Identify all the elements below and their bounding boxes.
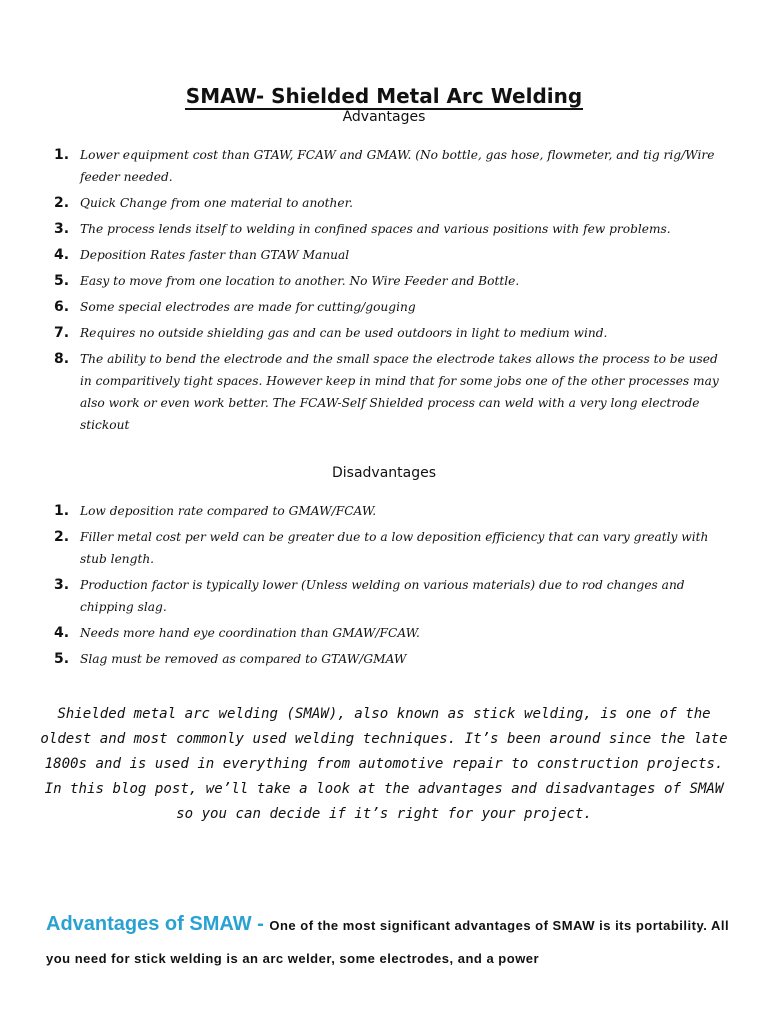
list-text: Filler metal cost per weld can be greater due to a low deposition efficiency that can vary greatly with stub length. — [80, 530, 709, 566]
list-item — [50, 574, 720, 618]
list-item — [50, 622, 720, 644]
list-text: Some special electrodes are made for cutting/gouging — [80, 300, 416, 314]
list-item — [50, 296, 720, 318]
list-number: 5. — [54, 273, 70, 289]
list-item — [50, 526, 720, 570]
list-text: The process lends itself to welding in confined spaces and various positions with few problems. — [80, 222, 671, 236]
list-number: 6. — [54, 299, 70, 315]
list-number: 1. — [54, 147, 70, 163]
advantages-of-smaw-text: One of the most significant advantages of SMAW is its portability. All you need for stick welding is an arc welder, some electrodes, and a power — [46, 918, 730, 966]
list-number: 8. — [54, 351, 70, 367]
list-number: 2. — [54, 195, 70, 211]
document-title — [0, 84, 768, 108]
list-number: 4. — [54, 247, 70, 263]
advantages-of-smaw-heading: Advantages of SMAW - — [46, 913, 270, 935]
list-text: Quick Change from one material to another. — [80, 196, 353, 210]
list-item — [50, 348, 720, 436]
list-number: 5. — [54, 651, 70, 667]
intro-paragraph: Shielded metal arc welding (SMAW), also known as stick welding, is one of the oldest and most commonly used welding techniques. It’s been around since the late 1800s and is used in everything from automotive repair to construction projects. In this blog post, we’ll take a look at the advantages and disadvantages of SMAW so you can decide if it’s right for your project. — [40, 706, 728, 822]
list-number: 1. — [54, 503, 70, 519]
list-number: 7. — [54, 325, 70, 341]
disadvantages-heading: Disadvantages — [331, 465, 437, 481]
list-item — [50, 144, 720, 188]
list-item — [50, 218, 720, 240]
list-text: Deposition Rates faster than GTAW Manual — [80, 248, 350, 262]
list-text: Requires no outside shielding gas and can be used outdoors in light to medium wind. — [80, 326, 608, 340]
advantages-heading: Advantages — [342, 109, 426, 125]
list-text: The ability to bend the electrode and the small space the electrode takes allows the process to be used in comparitively tight spaces. However keep in mind that for some jobs one of the other processes may also work or even work better. The FCAW-Self Shielded process can weld with a very long electrode stickout — [80, 352, 719, 432]
document-title-text: SMAW- Shielded Metal Arc Welding — [185, 84, 583, 108]
list-text: Needs more hand eye coordination than GMAW/FCAW. — [80, 626, 420, 640]
list-item — [50, 192, 720, 214]
list-text: Low deposition rate compared to GMAW/FCAW. — [80, 504, 377, 518]
list-number: 3. — [54, 577, 70, 593]
disadvantages-list — [50, 500, 720, 674]
list-item — [50, 322, 720, 344]
list-item — [50, 648, 720, 670]
list-text: Easy to move from one location to another. No Wire Feeder and Bottle. — [80, 274, 520, 288]
list-item — [50, 270, 720, 292]
list-text: Lower equipment cost than GTAW, FCAW and GMAW. (No bottle, gas hose, flowmeter, and tig rig/Wire feeder needed. — [80, 148, 715, 184]
list-item — [50, 500, 720, 522]
advantages-of-smaw-section — [46, 908, 736, 975]
list-text: Slag must be removed as compared to GTAW/GMAW — [80, 652, 407, 666]
list-number: 3. — [54, 221, 70, 237]
list-number: 2. — [54, 529, 70, 545]
list-number: 4. — [54, 625, 70, 641]
advantages-list — [50, 144, 720, 440]
list-text: Production factor is typically lower (Unless welding on various materials) due to rod changes and chipping slag. — [80, 578, 685, 614]
list-item — [50, 244, 720, 266]
